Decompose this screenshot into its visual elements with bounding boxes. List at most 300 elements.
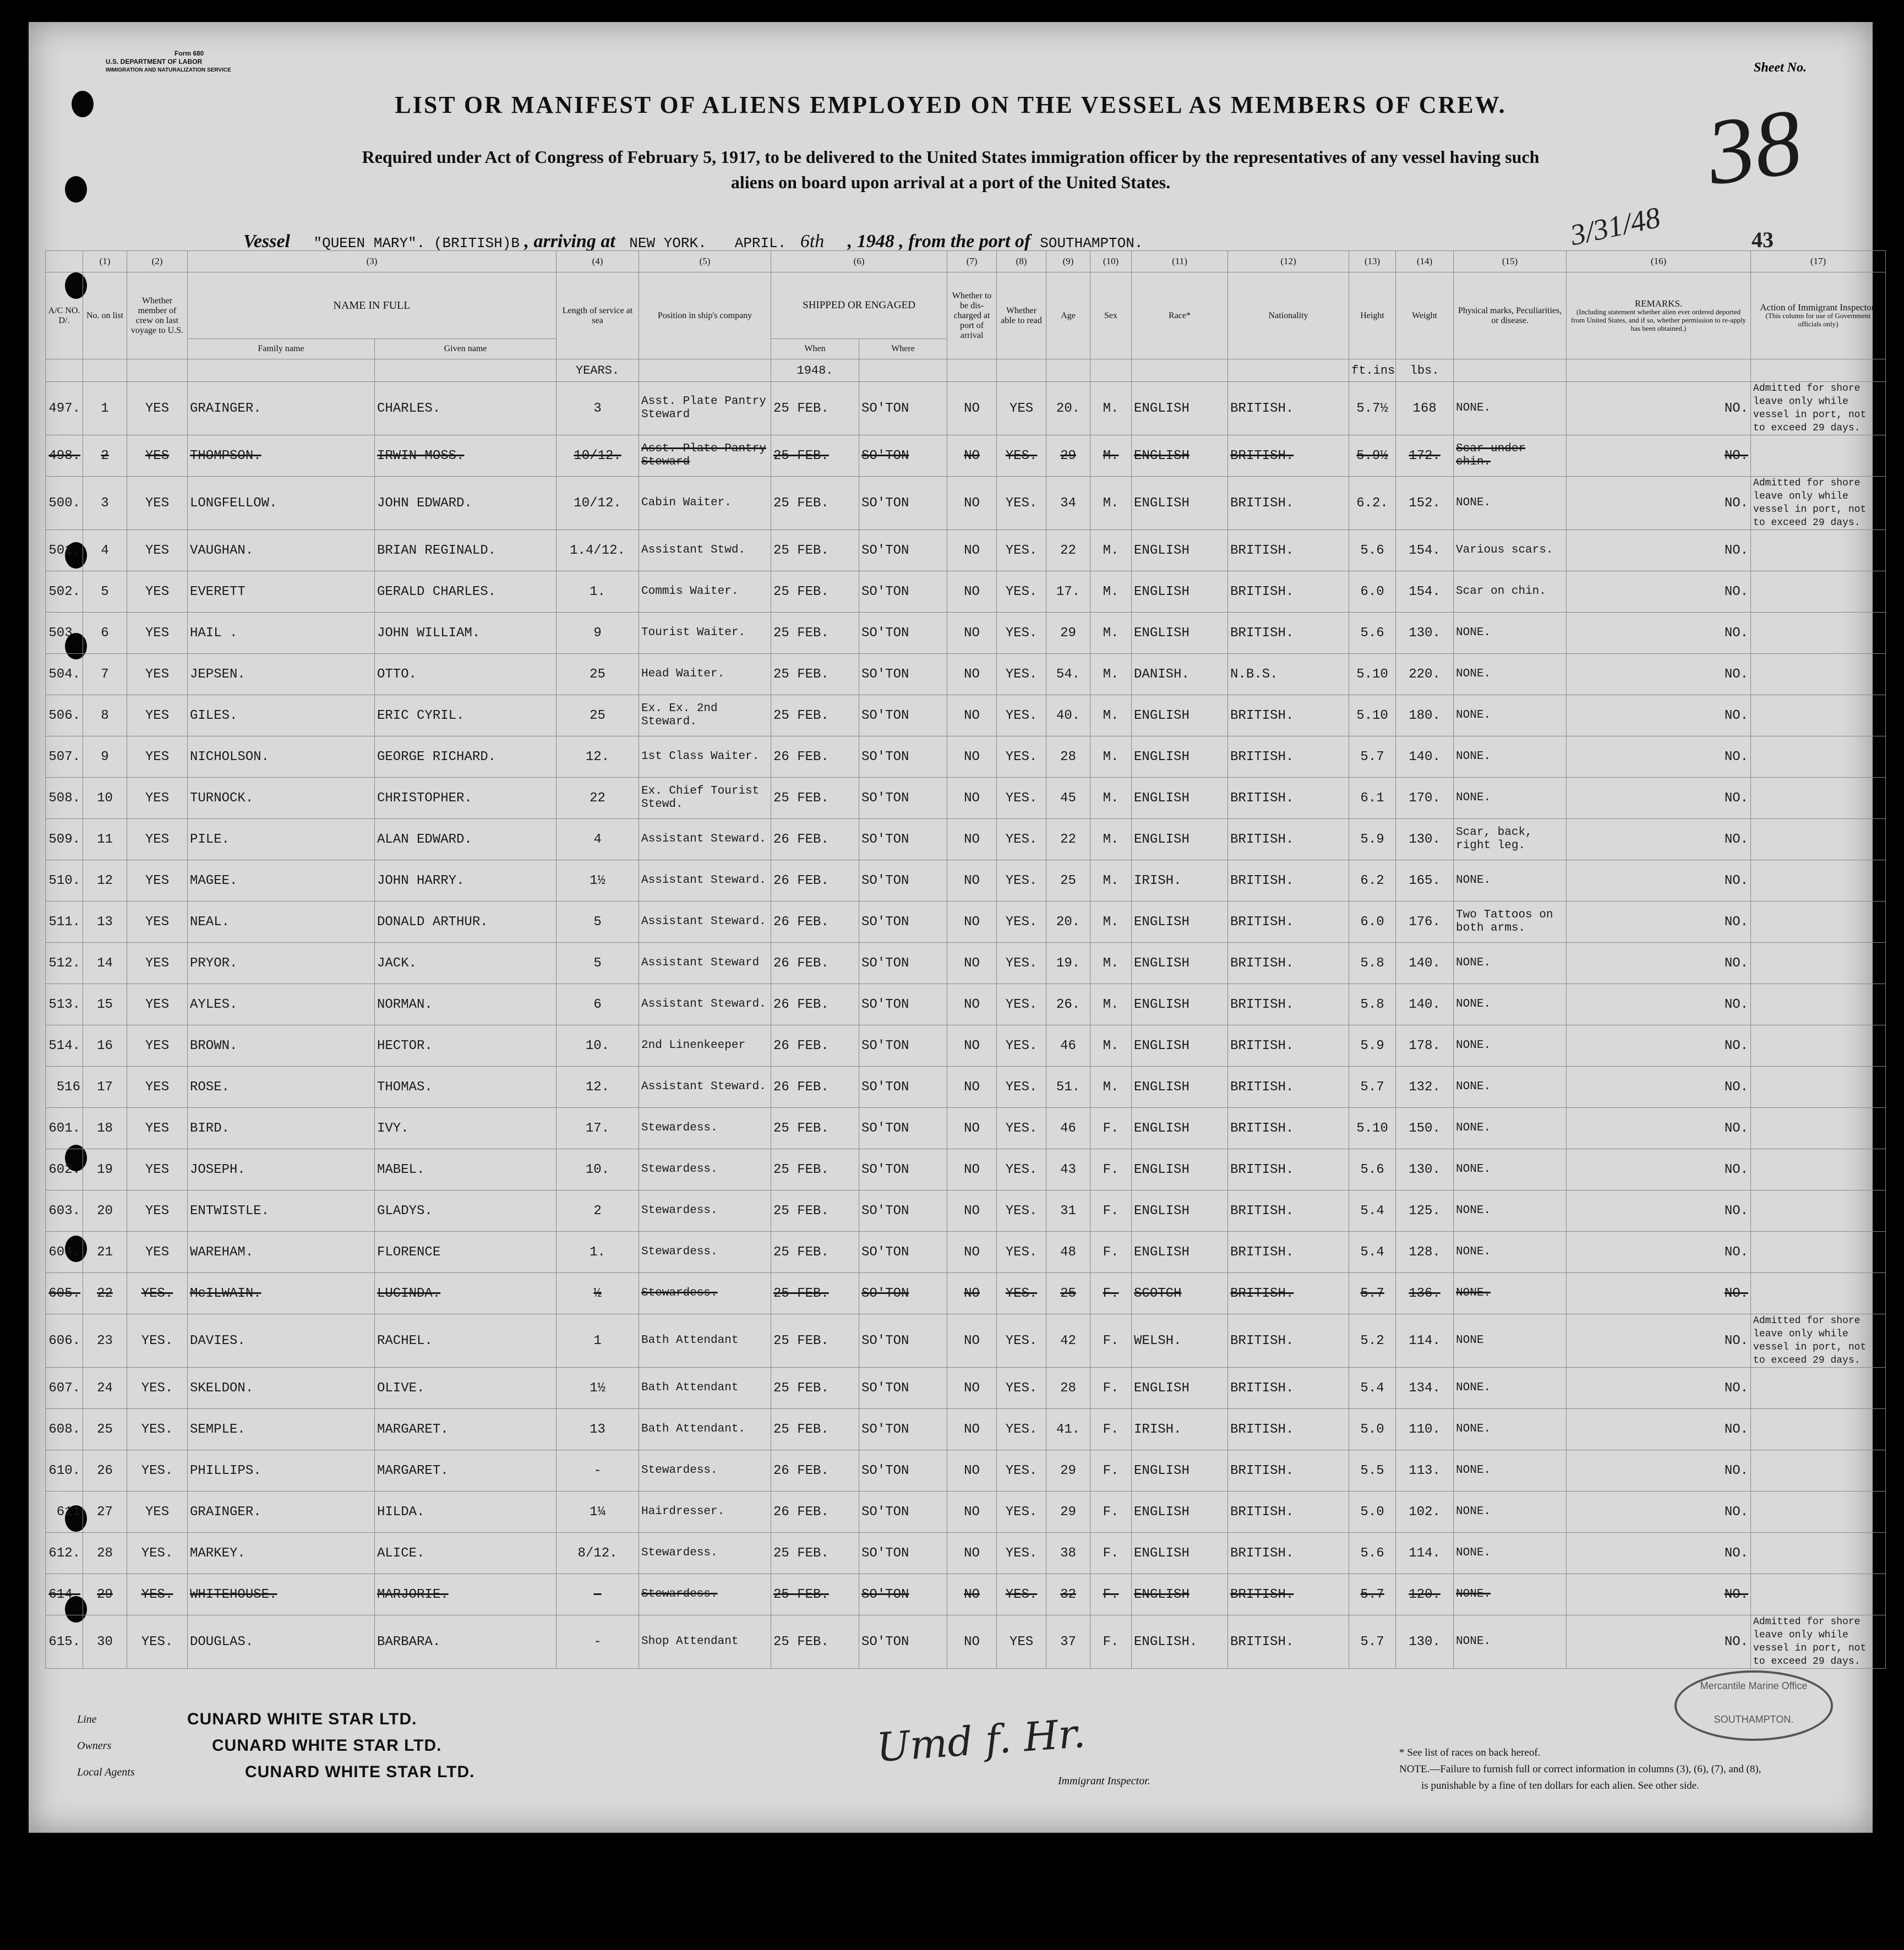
cell-nat: BRITISH.: [1228, 1190, 1349, 1232]
cell-given: THOMAS.: [375, 1067, 557, 1108]
unit-height: ft.ins: [1349, 359, 1396, 382]
cell-sex: M.: [1090, 477, 1132, 530]
arrival-day: 6th: [800, 231, 825, 252]
cell-position: Asst. Plate Pantry Steward: [639, 382, 771, 435]
cell-remarks: NO.: [1567, 695, 1751, 736]
cell-ac: 504.: [46, 654, 83, 695]
cell-read: YES.: [997, 530, 1046, 571]
cell-where: SO'TON: [859, 654, 947, 695]
cell-when: 25 FEB.: [771, 1232, 859, 1273]
arrival-port: NEW YORK.: [629, 235, 707, 252]
cell-height: 5.7: [1349, 1615, 1396, 1669]
cell-no: 23: [83, 1314, 127, 1368]
cell-height: 5.7: [1349, 1574, 1396, 1615]
cell-given: ALAN EDWARD.: [375, 819, 557, 860]
header-action-title: Action of Immigrant Inspector.: [1760, 302, 1876, 313]
cell-family: PHILLIPS.: [188, 1450, 375, 1492]
cell-disch: NO: [947, 1615, 997, 1669]
cell-remarks: NO.: [1567, 1314, 1751, 1368]
cell-family: LONGFELLOW.: [188, 477, 375, 530]
cell-given: MARJORIE.: [375, 1574, 557, 1615]
cell-service: 25: [557, 654, 639, 695]
cell-disch: NO: [947, 1190, 997, 1232]
cell-last: YES: [127, 984, 188, 1025]
cell-read: YES.: [997, 1025, 1046, 1067]
cell-age: 19.: [1046, 943, 1090, 984]
table-row: [46, 477, 1886, 530]
cell-race: ENGLISH: [1132, 1025, 1228, 1067]
cell-service: 1½: [557, 860, 639, 902]
cell-sex: F.: [1090, 1368, 1132, 1409]
from-label: , from the port of: [899, 231, 1031, 252]
cell-height: 5.9: [1349, 1025, 1396, 1067]
line-row: [77, 1706, 475, 1733]
cell-read: YES.: [997, 1190, 1046, 1232]
cell-height: 6.0: [1349, 571, 1396, 613]
cell-last: YES: [127, 1108, 188, 1149]
cell-remarks: NO.: [1567, 1025, 1751, 1067]
cell-height: 5.7: [1349, 1067, 1396, 1108]
cell-read: YES.: [997, 1492, 1046, 1533]
cell-disch: NO: [947, 1368, 997, 1409]
cell-nat: BRITISH.: [1228, 530, 1349, 571]
cell-remarks: NO.: [1567, 736, 1751, 778]
cell-where: SO'TON: [859, 1149, 947, 1190]
cell-weight: 130.: [1396, 1615, 1454, 1669]
agents-value: CUNARD WHITE STAR LTD.: [245, 1763, 475, 1781]
unit-weight: lbs.: [1396, 359, 1454, 382]
cell-read: YES.: [997, 1533, 1046, 1574]
table-row: [46, 943, 1886, 984]
cell-position: Assistant Stwd.: [639, 530, 771, 571]
header-discharged: Whether to be dis-charged at port of arrival: [947, 272, 997, 359]
cell-action: [1751, 1232, 1886, 1273]
cell-ac: 512.: [46, 943, 83, 984]
cell-weight: 168: [1396, 382, 1454, 435]
cell-height: 5.10: [1349, 1108, 1396, 1149]
cell-service: 12.: [557, 1067, 639, 1108]
cell-action: [1751, 984, 1886, 1025]
cell-position: Ex. Ex. 2nd Steward.: [639, 695, 771, 736]
cell-marks: NONE.: [1454, 778, 1567, 819]
cell-given: ERIC CYRIL.: [375, 695, 557, 736]
cell-weight: 130.: [1396, 1149, 1454, 1190]
owners-row: [77, 1733, 475, 1759]
cell-age: 37: [1046, 1615, 1090, 1669]
cell-disch: NO: [947, 1533, 997, 1574]
cell-when: 26 FEB.: [771, 1492, 859, 1533]
cell-given: DONALD ARTHUR.: [375, 902, 557, 943]
cell-nat: BRITISH.: [1228, 1492, 1349, 1533]
cell-disch: NO: [947, 477, 997, 530]
cell-no: 11: [83, 819, 127, 860]
cell-given: OTTO.: [375, 654, 557, 695]
cell-position: Stewardess.: [639, 1273, 771, 1314]
cell-disch: NO: [947, 1108, 997, 1149]
cell-action: [1751, 695, 1886, 736]
cell-ac: 603.: [46, 1190, 83, 1232]
cell-remarks: NO.: [1567, 435, 1751, 477]
table-row: [46, 1149, 1886, 1190]
header-able-to-read: Whether able to read: [997, 272, 1046, 359]
cell-read: YES.: [997, 654, 1046, 695]
cell-last: YES: [127, 1232, 188, 1273]
cell-race: SCOTCH: [1132, 1273, 1228, 1314]
unit-year: 1948.: [771, 359, 859, 382]
form-identifier: [106, 50, 231, 74]
cell-position: Hairdresser.: [639, 1492, 771, 1533]
cell-service: -: [557, 1450, 639, 1492]
cell-sex: M.: [1090, 943, 1132, 984]
cell-height: 5.9: [1349, 819, 1396, 860]
cell-given: JOHN HARRY.: [375, 860, 557, 902]
cell-action: [1751, 860, 1886, 902]
cell-sex: M.: [1090, 1067, 1132, 1108]
cell-sex: F.: [1090, 1450, 1132, 1492]
cell-position: Commis Waiter.: [639, 571, 771, 613]
col-num-6: (6): [771, 251, 947, 272]
col-num-12: (12): [1228, 251, 1349, 272]
cell-family: TURNOCK.: [188, 778, 375, 819]
cell-sex: M.: [1090, 435, 1132, 477]
cell-service: 9: [557, 613, 639, 654]
cell-weight: 125.: [1396, 1190, 1454, 1232]
cell-weight: 176.: [1396, 902, 1454, 943]
cell-ac: 502.: [46, 571, 83, 613]
cell-sex: F.: [1090, 1533, 1132, 1574]
cell-marks: NONE.: [1454, 1232, 1567, 1273]
cell-last: YES: [127, 613, 188, 654]
cell-position: Ex. Chief Tourist Stewd.: [639, 778, 771, 819]
cell-remarks: NO.: [1567, 1533, 1751, 1574]
cell-sex: M.: [1090, 778, 1132, 819]
cell-read: YES.: [997, 1232, 1046, 1273]
cell-disch: NO: [947, 1273, 997, 1314]
cell-read: YES.: [997, 695, 1046, 736]
cell-when: 26 FEB.: [771, 943, 859, 984]
footnote-penalty-1: NOTE.—Failure to furnish full or correct information in columns (3), (6), (7), and (8),: [1399, 1763, 1761, 1775]
unit-years: YEARS.: [557, 359, 639, 382]
cell-family: NICHOLSON.: [188, 736, 375, 778]
cell-nat: BRITISH.: [1228, 1615, 1349, 1669]
cell-where: SO'TON: [859, 736, 947, 778]
cell-position: Stewardess.: [639, 1190, 771, 1232]
cell-nat: BRITISH.: [1228, 1409, 1349, 1450]
cell-action: [1751, 435, 1886, 477]
cell-weight: 180.: [1396, 695, 1454, 736]
cell-position: Bath Attendant: [639, 1314, 771, 1368]
cell-last: YES.: [127, 1314, 188, 1368]
cell-marks: NONE.: [1454, 1273, 1567, 1314]
cell-when: 26 FEB.: [771, 1450, 859, 1492]
cell-weight: 120.: [1396, 1574, 1454, 1615]
col-num-4: (4): [557, 251, 639, 272]
cell-no: 18: [83, 1108, 127, 1149]
cell-last: YES.: [127, 1615, 188, 1669]
cell-no: 22: [83, 1273, 127, 1314]
cell-height: 5.8: [1349, 984, 1396, 1025]
cell-race: ENGLISH: [1132, 1232, 1228, 1273]
cell-last: YES: [127, 1025, 188, 1067]
cell-sex: M.: [1090, 530, 1132, 571]
cell-given: MABEL.: [375, 1149, 557, 1190]
header-family-name: Family name: [188, 339, 375, 359]
service-name: IMMIGRATION AND NATURALIZATION SERVICE: [106, 67, 231, 73]
cell-sex: M.: [1090, 819, 1132, 860]
cell-read: YES.: [997, 1273, 1046, 1314]
cell-no: 8: [83, 695, 127, 736]
cell-nat: BRITISH.: [1228, 1450, 1349, 1492]
cell-position: 1st Class Waiter.: [639, 736, 771, 778]
cell-where: SO'TON: [859, 613, 947, 654]
cell-no: 26: [83, 1450, 127, 1492]
cell-no: 5: [83, 571, 127, 613]
cell-when: 26 FEB.: [771, 1067, 859, 1108]
cell-read: YES.: [997, 1067, 1046, 1108]
cell-no: 3: [83, 477, 127, 530]
cell-height: 6.1: [1349, 778, 1396, 819]
header-name-in-full: NAME IN FULL: [188, 272, 557, 339]
cell-height: 6.0: [1349, 902, 1396, 943]
cell-position: Stewardess.: [639, 1574, 771, 1615]
cell-race: ENGLISH: [1132, 1492, 1228, 1533]
line-value: CUNARD WHITE STAR LTD.: [187, 1710, 417, 1728]
cell-height: 5.2: [1349, 1314, 1396, 1368]
cell-age: 48: [1046, 1232, 1090, 1273]
cell-last: YES: [127, 943, 188, 984]
cell-marks: NONE: [1454, 1314, 1567, 1368]
cell-no: 2: [83, 435, 127, 477]
cell-given: MARGARET.: [375, 1409, 557, 1450]
cell-disch: NO: [947, 613, 997, 654]
cell-height: 5.0: [1349, 1492, 1396, 1533]
cell-race: ENGLISH: [1132, 477, 1228, 530]
cell-weight: 172.: [1396, 435, 1454, 477]
cell-when: 25 FEB.: [771, 530, 859, 571]
cell-remarks: NO.: [1567, 984, 1751, 1025]
sheet-number-label: Sheet No.: [1754, 61, 1807, 75]
cell-disch: NO: [947, 1450, 997, 1492]
cell-last: YES: [127, 654, 188, 695]
table-row: [46, 1533, 1886, 1574]
cell-race: ENGLISH: [1132, 1149, 1228, 1190]
cell-when: 25 FEB.: [771, 695, 859, 736]
cell-age: 46: [1046, 1108, 1090, 1149]
cell-age: 28: [1046, 736, 1090, 778]
cell-ac: 506.: [46, 695, 83, 736]
cell-given: JOHN WILLIAM.: [375, 613, 557, 654]
inspector-label: Immigrant Inspector.: [1058, 1775, 1150, 1787]
table-row: [46, 1108, 1886, 1149]
cell-last: YES: [127, 1149, 188, 1190]
cell-action: [1751, 1409, 1886, 1450]
cell-given: HECTOR.: [375, 1025, 557, 1067]
cell-action: [1751, 1190, 1886, 1232]
page-subtitle: [29, 144, 1873, 195]
cell-last: YES: [127, 1067, 188, 1108]
agents-row: [77, 1759, 475, 1785]
cell-service: 12.: [557, 736, 639, 778]
table-row: [46, 1368, 1886, 1409]
cell-where: SO'TON: [859, 1025, 947, 1067]
header-given-name: Given name: [375, 339, 557, 359]
cell-height: 5.10: [1349, 654, 1396, 695]
cell-disch: NO: [947, 1232, 997, 1273]
cell-nat: BRITISH.: [1228, 1025, 1349, 1067]
cell-disch: NO: [947, 1314, 997, 1368]
cell-nat: BRITISH.: [1228, 1108, 1349, 1149]
cell-sex: F.: [1090, 1314, 1132, 1368]
cell-race: ENGLISH: [1132, 819, 1228, 860]
cell-family: ENTWISTLE.: [188, 1190, 375, 1232]
cell-race: ENGLISH: [1132, 1574, 1228, 1615]
cell-position: Bath Attendant.: [639, 1409, 771, 1450]
cell-when: 25 FEB.: [771, 1314, 859, 1368]
header-remarks: [1567, 272, 1751, 359]
vessel-line: [243, 231, 1730, 252]
cell-given: CHRISTOPHER.: [375, 778, 557, 819]
cell-action: [1751, 654, 1886, 695]
col-num-0: [46, 251, 83, 272]
department-name: U.S. DEPARTMENT OF LABOR: [106, 58, 203, 65]
cell-family: PRYOR.: [188, 943, 375, 984]
cell-family: WHITEHOUSE.: [188, 1574, 375, 1615]
cell-remarks: NO.: [1567, 943, 1751, 984]
cell-race: ENGLISH: [1132, 1108, 1228, 1149]
col-num-17: (17): [1751, 251, 1886, 272]
cell-no: 19: [83, 1149, 127, 1190]
header-height: Height: [1349, 272, 1396, 359]
cell-age: 17.: [1046, 571, 1090, 613]
cell-action: [1751, 943, 1886, 984]
cell-position: Bath Attendant: [639, 1368, 771, 1409]
header-remarks-detail: (Including statement whether alien ever ordered deported from United States, and if so, whether permission to re-apply has been obtained.): [1570, 307, 1747, 332]
cell-race: ENGLISH: [1132, 902, 1228, 943]
column-number-row: [46, 251, 1886, 272]
cell-remarks: NO.: [1567, 819, 1751, 860]
cell-action: [1751, 1368, 1886, 1409]
cell-read: YES.: [997, 943, 1046, 984]
cell-position: Stewardess.: [639, 1450, 771, 1492]
cell-service: 25: [557, 695, 639, 736]
cell-weight: 130.: [1396, 819, 1454, 860]
cell-nat: BRITISH.: [1228, 571, 1349, 613]
cell-service: 1¼: [557, 1492, 639, 1533]
cell-ac: 608.: [46, 1409, 83, 1450]
cell-action: [1751, 819, 1886, 860]
cell-ac: 509.: [46, 819, 83, 860]
cell-marks: NONE.: [1454, 1492, 1567, 1533]
arriving-label: , arriving at: [524, 231, 615, 252]
cell-sex: F.: [1090, 1273, 1132, 1314]
cell-family: GRAINGER.: [188, 1492, 375, 1533]
cell-disch: NO: [947, 943, 997, 984]
cell-when: 25 FEB.: [771, 382, 859, 435]
cell-race: ENGLISH: [1132, 695, 1228, 736]
cell-height: 5.8: [1349, 943, 1396, 984]
cell-disch: NO: [947, 1067, 997, 1108]
cell-no: 15: [83, 984, 127, 1025]
cell-marks: NONE.: [1454, 860, 1567, 902]
cell-where: SO'TON: [859, 1574, 947, 1615]
cell-when: 26 FEB.: [771, 984, 859, 1025]
cell-ac: 507.: [46, 736, 83, 778]
cell-age: 31: [1046, 1190, 1090, 1232]
cell-read: YES: [997, 382, 1046, 435]
cell-given: JACK.: [375, 943, 557, 984]
cell-service: 6: [557, 984, 639, 1025]
cell-last: YES: [127, 382, 188, 435]
cell-when: 25 FEB.: [771, 1149, 859, 1190]
line-label: Line: [77, 1713, 97, 1725]
cell-position: Assistant Steward.: [639, 860, 771, 902]
cell-where: SO'TON: [859, 943, 947, 984]
cell-when: 25 FEB.: [771, 1108, 859, 1149]
table-row: [46, 819, 1886, 860]
departure-port: SOUTHAMPTON.: [1040, 235, 1143, 252]
cell-where: SO'TON: [859, 1492, 947, 1533]
cell-ac: 501.: [46, 530, 83, 571]
cell-given: BRIAN REGINALD.: [375, 530, 557, 571]
cell-height: 5.7: [1349, 736, 1396, 778]
cell-age: 46: [1046, 1025, 1090, 1067]
col-num-1: (1): [83, 251, 127, 272]
cell-disch: NO: [947, 860, 997, 902]
cell-height: 6.2: [1349, 860, 1396, 902]
cell-marks: NONE.: [1454, 1108, 1567, 1149]
cell-marks: NONE.: [1454, 1190, 1567, 1232]
cell-marks: NONE.: [1454, 1409, 1567, 1450]
cell-action: [1751, 902, 1886, 943]
cell-when: 25 FEB.: [771, 1533, 859, 1574]
header-action-detail: (This column for use of Government officials only): [1765, 312, 1871, 328]
cell-service: 22: [557, 778, 639, 819]
cell-weight: 113.: [1396, 1450, 1454, 1492]
cell-marks: NONE.: [1454, 1368, 1567, 1409]
cell-action: [1751, 571, 1886, 613]
cell-height: 5.7½: [1349, 382, 1396, 435]
cell-last: YES.: [127, 1368, 188, 1409]
cell-height: 5.4: [1349, 1368, 1396, 1409]
cell-weight: 220.: [1396, 654, 1454, 695]
cell-last: YES.: [127, 1533, 188, 1574]
cell-marks: NONE.: [1454, 613, 1567, 654]
cell-family: BIRD.: [188, 1108, 375, 1149]
cell-height: 5.6: [1349, 530, 1396, 571]
cell-where: SO'TON: [859, 1190, 947, 1232]
cell-position: Shop Attendant: [639, 1615, 771, 1669]
cell-read: YES.: [997, 1368, 1046, 1409]
table-row: [46, 1067, 1886, 1108]
col-num-2: (2): [127, 251, 188, 272]
cell-when: 25 FEB.: [771, 654, 859, 695]
cell-disch: NO: [947, 571, 997, 613]
cell-nat: BRITISH.: [1228, 1232, 1349, 1273]
cell-service: -: [557, 1574, 639, 1615]
column-label-row: [46, 272, 1886, 339]
cell-no: 21: [83, 1232, 127, 1273]
cell-ac: 611: [46, 1492, 83, 1533]
cell-where: SO'TON: [859, 860, 947, 902]
cell-given: GLADYS.: [375, 1190, 557, 1232]
cell-family: JOSEPH.: [188, 1149, 375, 1190]
cell-family: GRAINGER.: [188, 382, 375, 435]
cell-weight: 152.: [1396, 477, 1454, 530]
cell-height: 5.0: [1349, 1409, 1396, 1450]
cell-position: Stewardess.: [639, 1533, 771, 1574]
cell-service: 17.: [557, 1108, 639, 1149]
cell-sex: F.: [1090, 1190, 1132, 1232]
